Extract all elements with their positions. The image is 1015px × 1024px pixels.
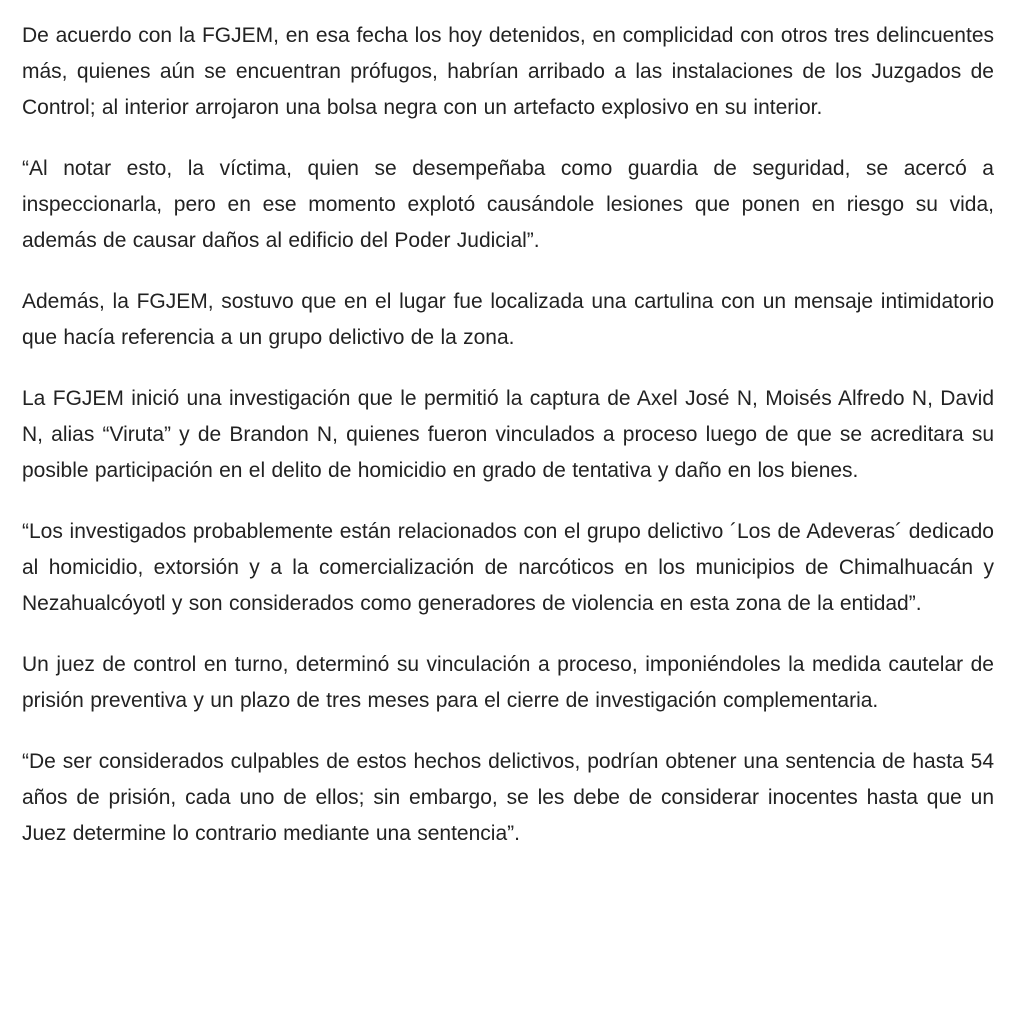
article-paragraph-4: La FGJEM inició una investigación que le permitió la captura de Axel José N, Moisés Alfredo N, David N, alias “Viruta” y de Brandon N, quienes fueron vinculados a proceso luego de que se acreditara su posible participación en el delito de homicidio en grado de tentativa y daño en los bienes. (22, 387, 994, 482)
article-paragraph-3: Además, la FGJEM, sostuvo que en el lugar fue localizada una cartulina con un mensaje intimidatorio que hacía referencia a un grupo delictivo de la zona. (22, 290, 994, 349)
article-paragraph-6: Un juez de control en turno, determinó su vinculación a proceso, imponiéndoles la medida cautelar de prisión preventiva y un plazo de tres meses para el cierre de investigación complementaria. (22, 653, 994, 712)
article-body (22, 18, 994, 877)
article-paragraph-1: De acuerdo con la FGJEM, en esa fecha los hoy detenidos, en complicidad con otros tres delincuentes más, quienes aún se encuentran prófugos, habrían arribado a las instalaciones de los Juzgados de Control; al interior arrojaron una bolsa negra con un artefacto explosivo en su interior. (22, 24, 994, 119)
article-paragraph-2: “Al notar esto, la víctima, quien se desempeñaba como guardia de seguridad, se acercó a inspeccionarla, pero en ese momento explotó causándole lesiones que ponen en riesgo su vida, además de causar daños al edificio del Poder Judicial”. (22, 157, 994, 252)
article-paragraph-7: “De ser considerados culpables de estos hechos delictivos, podrían obtener una sentencia de hasta 54 años de prisión, cada uno de ellos; sin embargo, se les debe de considerar inocentes hasta que un Juez determine lo contrario mediante una sentencia”. (22, 750, 994, 845)
article-paragraph-5: “Los investigados probablemente están relacionados con el grupo delictivo ´Los de Adeveras´ dedicado al homicidio, extorsión y a la comercialización de narcóticos en los municipios de Chimalhuacán y Nezahualcóyotl y son considerados como generadores de violencia en esta zona de la entidad”. (22, 520, 994, 615)
